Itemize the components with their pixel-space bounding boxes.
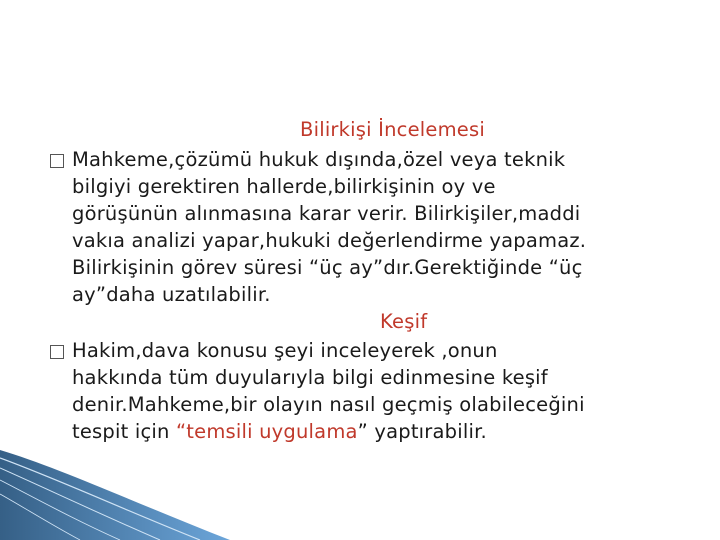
para2-line-3: denir.Mahkeme,bir olayın nasıl geçmiş olabileceğini <box>72 393 585 416</box>
temsili-uygulama-highlight: “temsili uygulama <box>175 420 358 443</box>
heading-kesif: Keşif <box>380 310 428 333</box>
bullet-box-1 <box>50 154 64 168</box>
para1-line-5: Bilirkişinin görev süresi “üç ay”dır.Gerektiğinde “üç <box>72 256 583 279</box>
para2-line-2: hakkında tüm duyularıyla bilgi edinmesine keşif <box>72 366 548 389</box>
para1-line-2: bilgiyi gerektiren hallerde,bilirkişinin oy ve <box>72 175 496 198</box>
bullet-box-2 <box>50 345 64 359</box>
para1-line-4: vakıa analizi yapar,hukuki değerlendirme yapamaz. <box>72 229 587 252</box>
para1-line-3: görüşünün alınmasına karar verir. Bilirkişiler,maddi <box>72 202 581 225</box>
decorative-wave <box>0 450 230 540</box>
para2-line-1: Hakim,dava konusu şeyi inceleyerek ,onun <box>72 339 498 362</box>
para2-line-4-suffix: ” yaptırabilir. <box>357 420 487 443</box>
para1-line-6: ay”daha uzatılabilir. <box>72 283 271 306</box>
para1-line-1: Mahkeme,çözümü hukuk dışında,özel veya teknik <box>72 148 566 171</box>
para2-line-4 <box>72 419 487 445</box>
heading-bilirkisi: Bilirkişi İncelemesi <box>300 118 485 141</box>
para2-line-4-prefix: tespit için <box>72 420 176 443</box>
